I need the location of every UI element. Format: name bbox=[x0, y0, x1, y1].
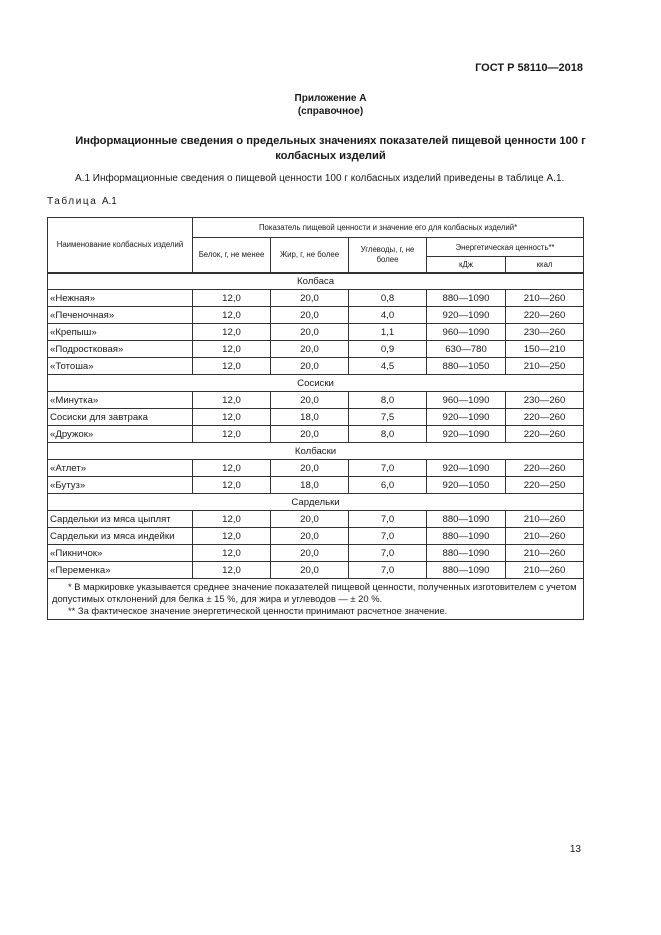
group-row bbox=[48, 494, 584, 511]
cell-name: «Дружок» bbox=[48, 426, 193, 443]
cell-kcal: 230—260 bbox=[506, 324, 584, 341]
cell-kj: 920—1090 bbox=[427, 307, 506, 324]
cell-kcal: 210—260 bbox=[506, 562, 584, 579]
cell-fat: 20,0 bbox=[271, 562, 349, 579]
cell-name: «Тотоша» bbox=[48, 358, 193, 375]
table-row bbox=[48, 290, 584, 307]
cell-fat: 18,0 bbox=[271, 477, 349, 494]
cell-protein: 12,0 bbox=[193, 409, 271, 426]
header-protein: Белок, г, не менее bbox=[193, 238, 271, 273]
cell-name: «Переменка» bbox=[48, 562, 193, 579]
cell-protein: 12,0 bbox=[193, 307, 271, 324]
cell-kj: 880—1050 bbox=[427, 358, 506, 375]
annex-title: Приложение А bbox=[294, 93, 367, 104]
cell-kj: 920—1090 bbox=[427, 409, 506, 426]
cell-carbs: 7,0 bbox=[349, 528, 427, 545]
cell-name: «Пикничок» bbox=[48, 545, 193, 562]
group-row bbox=[48, 375, 584, 392]
footnote-1: * В маркировке указывается среднее значение показателей пищевой ценности, полученных изготовителем с учетом допустимых отклонений для белка ± 15 %, для жира и углеводов — ± 20 %. bbox=[52, 581, 577, 604]
cell-protein: 12,0 bbox=[193, 426, 271, 443]
cell-protein: 12,0 bbox=[193, 460, 271, 477]
group-row bbox=[48, 273, 584, 290]
cell-fat: 20,0 bbox=[271, 392, 349, 409]
cell-name: «Подростковая» bbox=[48, 341, 193, 358]
cell-carbs: 7,0 bbox=[349, 460, 427, 477]
cell-protein: 12,0 bbox=[193, 562, 271, 579]
cell-kcal: 220—260 bbox=[506, 409, 584, 426]
table-row bbox=[48, 477, 584, 494]
cell-carbs: 7,5 bbox=[349, 409, 427, 426]
cell-name: Сардельки из мяса индейки bbox=[48, 528, 193, 545]
cell-kj: 880—1090 bbox=[427, 562, 506, 579]
cell-kcal: 210—260 bbox=[506, 528, 584, 545]
cell-kj: 880—1090 bbox=[427, 511, 506, 528]
group-title: Колбаски bbox=[48, 443, 584, 460]
cell-kcal: 220—260 bbox=[506, 307, 584, 324]
nutrition-table bbox=[47, 217, 584, 620]
cell-name: «Атлет» bbox=[48, 460, 193, 477]
cell-fat: 20,0 bbox=[271, 460, 349, 477]
cell-fat: 20,0 bbox=[271, 528, 349, 545]
cell-protein: 12,0 bbox=[193, 358, 271, 375]
cell-kcal: 150—210 bbox=[506, 341, 584, 358]
annex-heading bbox=[0, 92, 661, 118]
header-fat: Жир, г, не более bbox=[271, 238, 349, 273]
cell-carbs: 1,1 bbox=[349, 324, 427, 341]
cell-kcal: 210—260 bbox=[506, 545, 584, 562]
cell-fat: 20,0 bbox=[271, 341, 349, 358]
header-carbs: Углеводы, г, не более bbox=[349, 238, 427, 273]
cell-carbs: 4,5 bbox=[349, 358, 427, 375]
cell-kj: 880—1090 bbox=[427, 528, 506, 545]
table-row bbox=[48, 426, 584, 443]
cell-fat: 20,0 bbox=[271, 358, 349, 375]
cell-carbs: 7,0 bbox=[349, 511, 427, 528]
cell-carbs: 7,0 bbox=[349, 545, 427, 562]
cell-kj: 880—1090 bbox=[427, 290, 506, 307]
table-row bbox=[48, 324, 584, 341]
cell-carbs: 4,0 bbox=[349, 307, 427, 324]
intro-paragraph: А.1 Информационные сведения о пищевой ценности 100 г колбасных изделий приведены в таблице А.1. bbox=[75, 173, 565, 184]
cell-carbs: 0,8 bbox=[349, 290, 427, 307]
cell-name: «Бутуз» bbox=[48, 477, 193, 494]
header-kj: кДж bbox=[427, 257, 506, 273]
cell-fat: 20,0 bbox=[271, 426, 349, 443]
cell-kcal: 230—260 bbox=[506, 392, 584, 409]
cell-kj: 880—1090 bbox=[427, 545, 506, 562]
cell-fat: 18,0 bbox=[271, 409, 349, 426]
group-title: Сосиски bbox=[48, 375, 584, 392]
table-row bbox=[48, 511, 584, 528]
cell-kcal: 210—260 bbox=[506, 511, 584, 528]
table-row bbox=[48, 358, 584, 375]
page-number: 13 bbox=[569, 844, 581, 855]
cell-protein: 12,0 bbox=[193, 528, 271, 545]
group-title: Колбаса bbox=[48, 273, 584, 290]
cell-fat: 20,0 bbox=[271, 511, 349, 528]
cell-kcal: 220—260 bbox=[506, 426, 584, 443]
cell-kcal: 220—250 bbox=[506, 477, 584, 494]
cell-kj: 920—1050 bbox=[427, 477, 506, 494]
table-body bbox=[48, 273, 584, 579]
header-name: Наименование колбасных изделий bbox=[48, 218, 193, 273]
cell-kj: 920—1090 bbox=[427, 460, 506, 477]
cell-protein: 12,0 bbox=[193, 341, 271, 358]
cell-kj: 960—1090 bbox=[427, 324, 506, 341]
cell-fat: 20,0 bbox=[271, 307, 349, 324]
table-row bbox=[48, 528, 584, 545]
cell-fat: 20,0 bbox=[271, 545, 349, 562]
cell-kj: 920—1090 bbox=[427, 426, 506, 443]
cell-kcal: 220—260 bbox=[506, 460, 584, 477]
group-title: Сардельки bbox=[48, 494, 584, 511]
footnote-2: ** За фактическое значение энергетической ценности принимают расчетное значение. bbox=[68, 605, 448, 616]
cell-kcal: 210—260 bbox=[506, 290, 584, 307]
table-footnotes bbox=[48, 579, 584, 620]
cell-kj: 630—780 bbox=[427, 341, 506, 358]
header-indicator: Показатель пищевой ценности и значение его для колбасных изделий* bbox=[193, 218, 584, 238]
table-row bbox=[48, 545, 584, 562]
cell-kcal: 210—250 bbox=[506, 358, 584, 375]
cell-protein: 12,0 bbox=[193, 290, 271, 307]
annex-type: (справочное) bbox=[297, 106, 364, 117]
cell-name: Сардельки из мяса цыплят bbox=[48, 511, 193, 528]
cell-name: «Минутка» bbox=[48, 392, 193, 409]
document-code: ГОСТ Р 58110—2018 bbox=[475, 62, 583, 74]
cell-name: «Крепыш» bbox=[48, 324, 193, 341]
section-title: Информационные сведения о предельных значениях показателей пищевой ценности 100 г колбасных изделий bbox=[75, 135, 586, 162]
table-row bbox=[48, 409, 584, 426]
cell-kj: 960—1090 bbox=[427, 392, 506, 409]
group-row bbox=[48, 443, 584, 460]
cell-carbs: 0,9 bbox=[349, 341, 427, 358]
table-row bbox=[48, 392, 584, 409]
table-row bbox=[48, 341, 584, 358]
cell-name: Сосиски для завтрака bbox=[48, 409, 193, 426]
cell-carbs: 8,0 bbox=[349, 392, 427, 409]
header-energy: Энергетическая ценность** bbox=[427, 238, 584, 257]
cell-protein: 12,0 bbox=[193, 511, 271, 528]
cell-fat: 20,0 bbox=[271, 324, 349, 341]
table-caption bbox=[47, 196, 117, 207]
cell-protein: 12,0 bbox=[193, 545, 271, 562]
header-kcal: ккал bbox=[506, 257, 584, 273]
cell-protein: 12,0 bbox=[193, 477, 271, 494]
table-row bbox=[48, 307, 584, 324]
cell-protein: 12,0 bbox=[193, 392, 271, 409]
cell-fat: 20,0 bbox=[271, 290, 349, 307]
cell-carbs: 7,0 bbox=[349, 562, 427, 579]
table-caption-label: Таблица bbox=[47, 196, 98, 207]
cell-protein: 12,0 bbox=[193, 324, 271, 341]
cell-name: «Нежная» bbox=[48, 290, 193, 307]
cell-carbs: 8,0 bbox=[349, 426, 427, 443]
table-row bbox=[48, 460, 584, 477]
table-row bbox=[48, 562, 584, 579]
cell-carbs: 6,0 bbox=[349, 477, 427, 494]
table-caption-number: А.1 bbox=[101, 196, 117, 207]
cell-name: «Печеночная» bbox=[48, 307, 193, 324]
